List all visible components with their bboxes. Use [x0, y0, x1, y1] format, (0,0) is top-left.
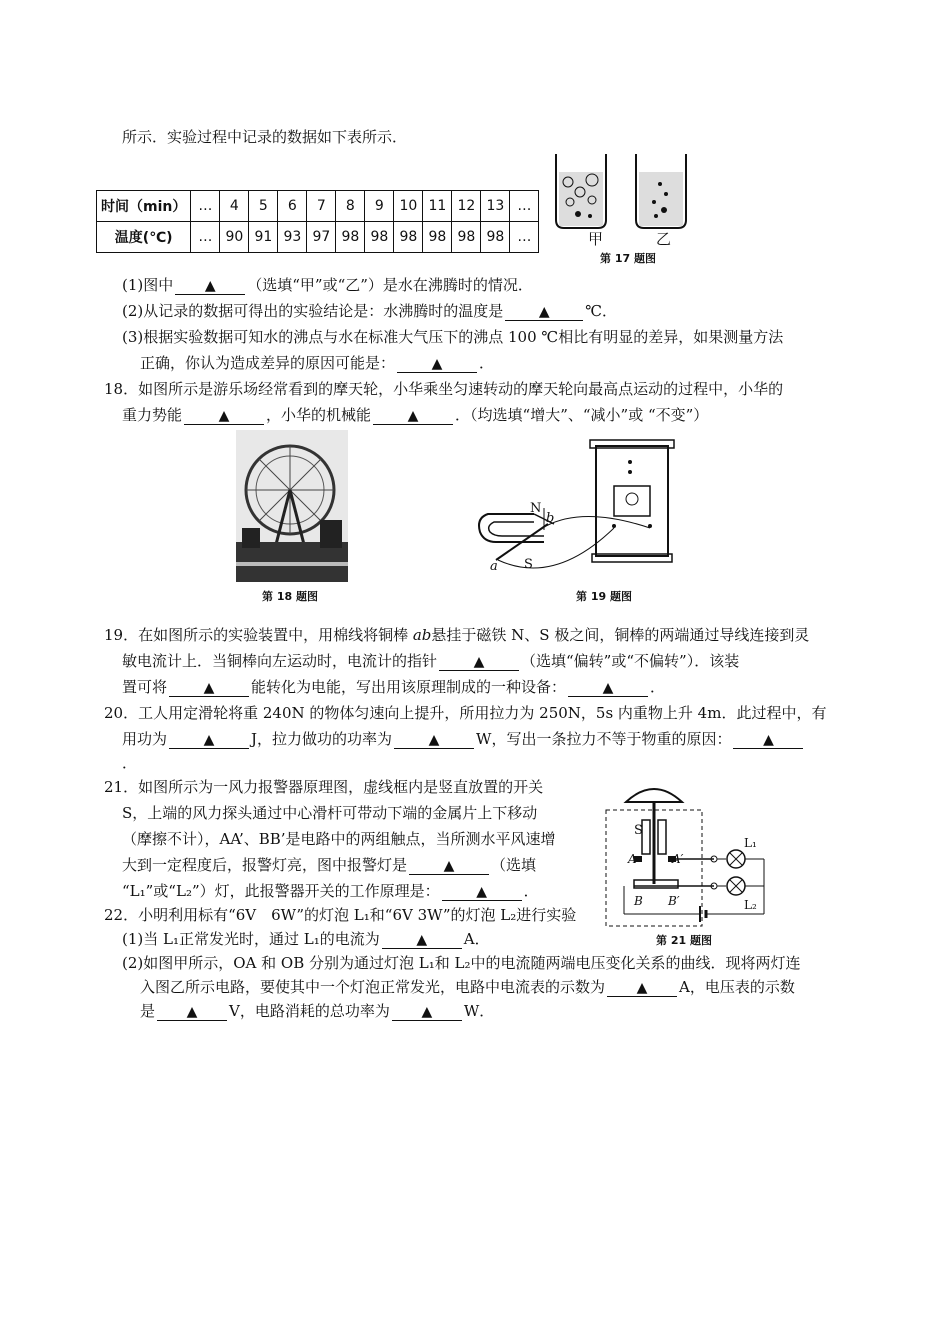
- intro-text: 所示．实验过程中记录的数据如下表所示．: [122, 128, 408, 146]
- label-b: b: [546, 511, 555, 526]
- triangle-icon: ▲: [186, 1004, 198, 1020]
- temp-cell: 93: [278, 222, 307, 253]
- q17-p2-text: (2)从记录的数据可得出的实验结论是：水沸腾时的温度是: [122, 302, 504, 320]
- temp-row: [97, 222, 539, 253]
- triangle-icon: ▲: [203, 732, 215, 748]
- q17-part3b: [140, 352, 494, 374]
- beaker-figure: [548, 150, 696, 258]
- temp-cell: 98: [452, 222, 481, 253]
- q17-part1: [122, 274, 533, 296]
- q19-text-c: （选填“偏转”或“不偏转”）．该装: [521, 652, 740, 670]
- answer-blank[interactable]: [394, 732, 474, 749]
- answer-blank[interactable]: [439, 654, 519, 671]
- q22-line1: 22．小明利用标有“6V 6W”的灯泡 L₁和“6V 3W”的灯泡 L₂进行实验: [104, 906, 577, 924]
- q17-p1-tail: （选填“甲”或“乙”）是水在沸腾时的情况．: [247, 276, 533, 294]
- q19-text-e: 能转化为电能，写出用该原理制成的一种设备：: [251, 678, 567, 696]
- q22-text-g: 是: [140, 1002, 156, 1020]
- triangle-icon: ▲: [416, 932, 428, 948]
- q20-line2: [122, 728, 805, 750]
- q21-line4: [122, 854, 536, 876]
- triangle-icon: ▲: [204, 278, 216, 294]
- triangle-icon: ▲: [218, 408, 230, 424]
- q21-line3: （摩擦不计），AA’、BB’是电路中的两组触点，当所测水平风速增: [122, 830, 556, 848]
- q17-p1-text: (1)图中: [122, 276, 174, 294]
- q22-line3: (2)如图甲所示，OA 和 OB 分别为通过灯泡 L₁和 L₂中的电流随两端电压变化关系的曲线．现将两灯连: [122, 954, 801, 972]
- beaker-jia: [556, 154, 606, 228]
- answer-blank[interactable]: [733, 732, 803, 749]
- q18-text-c: ，小华的机械能: [266, 406, 372, 424]
- answer-blank[interactable]: [184, 408, 264, 425]
- answer-blank[interactable]: [169, 680, 249, 697]
- q20-line3: ．: [122, 754, 138, 772]
- answer-blank[interactable]: [169, 732, 249, 749]
- q22-text-f: A，电压表的示数: [679, 978, 795, 996]
- q19-line1: [104, 624, 809, 646]
- contact-label-a-prime: A′: [672, 852, 684, 866]
- time-cell: 12: [452, 191, 481, 222]
- q19-line3: [122, 676, 665, 698]
- time-cell: 4: [220, 191, 249, 222]
- triangle-icon: ▲: [763, 732, 774, 748]
- q22-text-i: W．: [463, 1002, 495, 1020]
- time-cell: 7: [307, 191, 336, 222]
- q22-text-h: V，电路消耗的总功率为: [229, 1002, 390, 1020]
- q17-p3-tail: ．: [479, 354, 495, 372]
- beaker-label-jia: 甲: [588, 230, 604, 248]
- answer-blank[interactable]: [568, 680, 648, 697]
- triangle-icon: ▲: [538, 304, 550, 320]
- q19-text-a: 19．在如图所示的实验装置中，用棉线将铜棒: [104, 626, 413, 644]
- triangle-icon: ▲: [636, 980, 648, 996]
- q20-text-d: W，写出一条拉力不等于物重的原因：: [476, 730, 732, 748]
- time-cell: 13: [481, 191, 510, 222]
- fig17-caption: 第 17 题图: [600, 252, 656, 265]
- q19-text-d: 置可将: [122, 678, 168, 696]
- temp-cell: 90: [220, 222, 249, 253]
- contact-label-a: A: [628, 852, 637, 866]
- q17-p3b-text: 正确，你认为造成差异的原因可能是：: [140, 354, 396, 372]
- q19-rod-label: ab: [412, 626, 432, 644]
- induction-apparatus-figure: [474, 436, 696, 584]
- answer-blank[interactable]: [392, 1004, 462, 1021]
- q19-text-a2: 悬挂于磁铁 N、S 极之间，铜棒的两端通过导线连接到灵: [431, 626, 810, 644]
- answer-blank[interactable]: [505, 304, 583, 321]
- lamp-label-l2: L₂: [744, 898, 757, 912]
- label-n: N: [530, 501, 542, 516]
- triangle-icon: ▲: [407, 408, 419, 424]
- data-table: [96, 190, 539, 253]
- switch-label-s: S: [634, 823, 643, 838]
- q21-text-e: （选填: [491, 856, 537, 874]
- temp-cell: 98: [481, 222, 510, 253]
- triangle-icon: ▲: [421, 1004, 433, 1020]
- temp-header: 温度(℃): [97, 222, 191, 253]
- triangle-icon: ▲: [431, 356, 443, 372]
- contact-label-b-prime: B′: [668, 894, 680, 908]
- beaker-label-yi: 乙: [656, 230, 672, 248]
- answer-blank[interactable]: [157, 1004, 227, 1021]
- time-cell: 6: [278, 191, 307, 222]
- q20-text-b: 用功为: [122, 730, 168, 748]
- answer-blank[interactable]: [607, 980, 677, 997]
- answer-blank[interactable]: [382, 932, 462, 949]
- triangle-icon: ▲: [602, 680, 614, 696]
- q22-text-c: A．: [463, 930, 490, 948]
- lamp-label-l1: L₁: [744, 836, 757, 850]
- q18-line2: [122, 404, 708, 426]
- temp-cell: 91: [249, 222, 278, 253]
- q19-line2: [122, 650, 739, 672]
- q17-part2: [122, 300, 617, 322]
- q22-line2: [122, 928, 490, 950]
- temp-cell: 97: [307, 222, 336, 253]
- q22-line4: [140, 976, 795, 998]
- q18-text-d: ．（均选填“增大”、“减小”或 “不变”）: [455, 406, 709, 424]
- ferris-wheel-image: [236, 430, 348, 582]
- triangle-icon: ▲: [443, 858, 455, 874]
- q17-part3: (3)根据实验数据可知水的沸点与水在标准大气压下的沸点 100 ℃相比有明显的差异，如果测量方法: [122, 328, 784, 346]
- q20-line1: 20．工人用定滑轮将重 240N 的物体匀速向上提升，所用拉力为 250N，5s 内重物上升 4m．此过程中，有: [104, 704, 827, 722]
- q21-text-d: 大到一定程度后，报警灯亮，图中报警灯是: [122, 856, 408, 874]
- contact-label-b: B: [634, 894, 643, 908]
- label-a: a: [490, 559, 498, 574]
- q21-line2: S，上端的风力探头通过中心滑杆可带动下端的金属片上下移动: [122, 804, 538, 822]
- time-cell: 9: [365, 191, 394, 222]
- time-cell: …: [510, 191, 539, 222]
- q18-text-b: 重力势能: [122, 406, 183, 424]
- time-cell: 11: [423, 191, 452, 222]
- q21-line1: 21．如图所示为一风力报警器原理图，虚线框内是竖直放置的开关: [104, 778, 544, 796]
- answer-blank[interactable]: [397, 356, 477, 373]
- q20-text-c: J，拉力做功的功率为: [251, 730, 393, 748]
- fig19-caption: 第 19 题图: [576, 590, 632, 603]
- temp-cell: …: [510, 222, 539, 253]
- time-cell: 8: [336, 191, 365, 222]
- q21-text-f: “L₁”或“L₂”）灯，此报警器开关的工作原理是：: [122, 882, 440, 900]
- q22-text-e: 入图乙所示电路，要使其中一个灯泡正常发光，电路中电流表的示数为: [140, 978, 606, 996]
- q21-line5: [122, 880, 539, 902]
- q18-line1: 18．如图所示是游乐场经常看到的摩天轮，小华乘坐匀速转动的摩天轮向最高点运动的过程中，小华的: [104, 380, 784, 398]
- time-cell: 5: [249, 191, 278, 222]
- time-cell: …: [191, 191, 220, 222]
- time-header: 时间（min）: [97, 191, 191, 222]
- fig18-caption: 第 18 题图: [262, 590, 318, 603]
- answer-blank[interactable]: [373, 408, 453, 425]
- temp-cell: 98: [365, 222, 394, 253]
- q21-text-g: ．: [523, 882, 539, 900]
- temp-cell: 98: [336, 222, 365, 253]
- temp-cell: 98: [394, 222, 423, 253]
- temp-cell: 98: [423, 222, 452, 253]
- label-s: S: [524, 557, 533, 572]
- time-cell: 10: [394, 191, 423, 222]
- temp-cell: …: [191, 222, 220, 253]
- q22-line5: [140, 1000, 494, 1022]
- answer-blank[interactable]: [175, 278, 245, 295]
- q19-text-f: ．: [650, 678, 666, 696]
- fig21-caption: 第 21 题图: [656, 934, 712, 947]
- triangle-icon: ▲: [428, 732, 440, 748]
- answer-blank[interactable]: [409, 858, 489, 875]
- q17-p2-tail: ℃．: [585, 302, 618, 320]
- q22-text-b: (1)当 L₁正常发光时，通过 L₁的电流为: [122, 930, 380, 948]
- triangle-icon: ▲: [203, 680, 215, 696]
- beaker-yi: [636, 154, 686, 228]
- q19-text-b: 敏电流计上．当铜棒向左运动时，电流计的指针: [122, 652, 438, 670]
- triangle-icon: ▲: [476, 884, 488, 900]
- triangle-icon: ▲: [473, 654, 485, 670]
- answer-blank[interactable]: [442, 884, 522, 901]
- time-row: [97, 191, 539, 222]
